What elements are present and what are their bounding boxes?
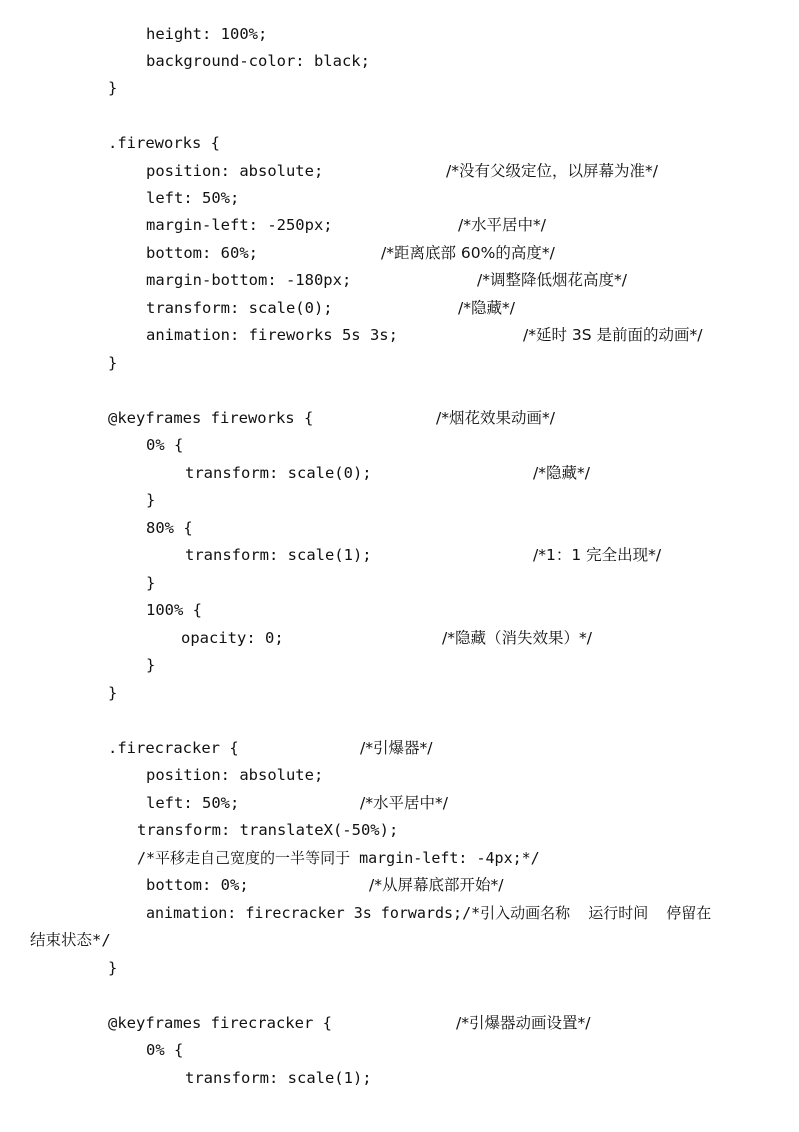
code-line: transform: scale(0); [185, 464, 372, 482]
code-line: height: 100%; [146, 25, 268, 43]
code-comment: /*隐藏*/ [458, 299, 515, 317]
code-comment: /*没有父级定位，以屏幕为准*/ [446, 162, 658, 180]
code-line: margin-bottom: -180px; [146, 271, 352, 289]
code-line: 0% { [146, 1041, 184, 1059]
code-line: animation: firecracker 3s forwards;/*引入动画名称 运行时间 停留在 [146, 904, 712, 922]
code-line: 100% { [146, 601, 202, 619]
code-line: } [108, 354, 118, 372]
code-comment: /*引爆器*/ [360, 739, 433, 757]
code-comment: /*调整降低烟花高度*/ [477, 271, 627, 289]
code-line: opacity: 0; [181, 629, 284, 647]
code-line: transform: translateX(-50%); [137, 821, 399, 839]
code-line: } [146, 656, 156, 674]
code-line: } [108, 959, 118, 977]
code-line: bottom: 60%; [146, 244, 258, 262]
code-line: 0% { [146, 436, 184, 454]
code-line: background-color: black; [146, 52, 370, 70]
code-comment: /*水平居中*/ [360, 794, 448, 812]
code-line: .fireworks { [108, 134, 220, 152]
code-line: 结束状态*/ [30, 931, 111, 949]
code-line: bottom: 0%; [146, 876, 249, 894]
code-line: margin-left: -250px; [146, 216, 333, 234]
code-line: transform: scale(1); [185, 1069, 372, 1087]
code-comment: /*从屏幕底部开始*/ [369, 876, 504, 894]
code-comment: /*隐藏（消失效果）*/ [442, 629, 592, 647]
code-line: left: 50%; [146, 794, 240, 812]
code-comment: /*烟花效果动画*/ [436, 409, 555, 427]
code-line: position: absolute; [146, 766, 324, 784]
code-line: } [146, 491, 156, 509]
code-line: 80% { [146, 519, 193, 537]
code-line: } [108, 684, 118, 702]
code-line: transform: scale(0); [146, 299, 333, 317]
code-line: position: absolute; [146, 162, 324, 180]
code-comment: /*延时 3S 是前面的动画*/ [523, 326, 703, 344]
code-comment: /*引爆器动画设置*/ [456, 1014, 591, 1032]
code-comment: /*隐藏*/ [533, 464, 590, 482]
code-line: left: 50%; [146, 189, 240, 207]
code-line: animation: fireworks 5s 3s; [146, 326, 398, 344]
code-line: transform: scale(1); [185, 546, 372, 564]
code-comment: /*1：1 完全出现*/ [533, 546, 662, 564]
code-comment: /*距离底部 60%的高度*/ [381, 244, 555, 262]
code-line: .firecracker { [108, 739, 239, 757]
code-line: /*平移走自己宽度的一半等同于 margin-left: -4px;*/ [137, 849, 540, 867]
code-line: @keyframes firecracker { [108, 1014, 332, 1032]
code-comment: /*水平居中*/ [458, 216, 546, 234]
code-line: } [108, 79, 118, 97]
code-line: } [146, 574, 156, 592]
code-line: @keyframes fireworks { [108, 409, 314, 427]
